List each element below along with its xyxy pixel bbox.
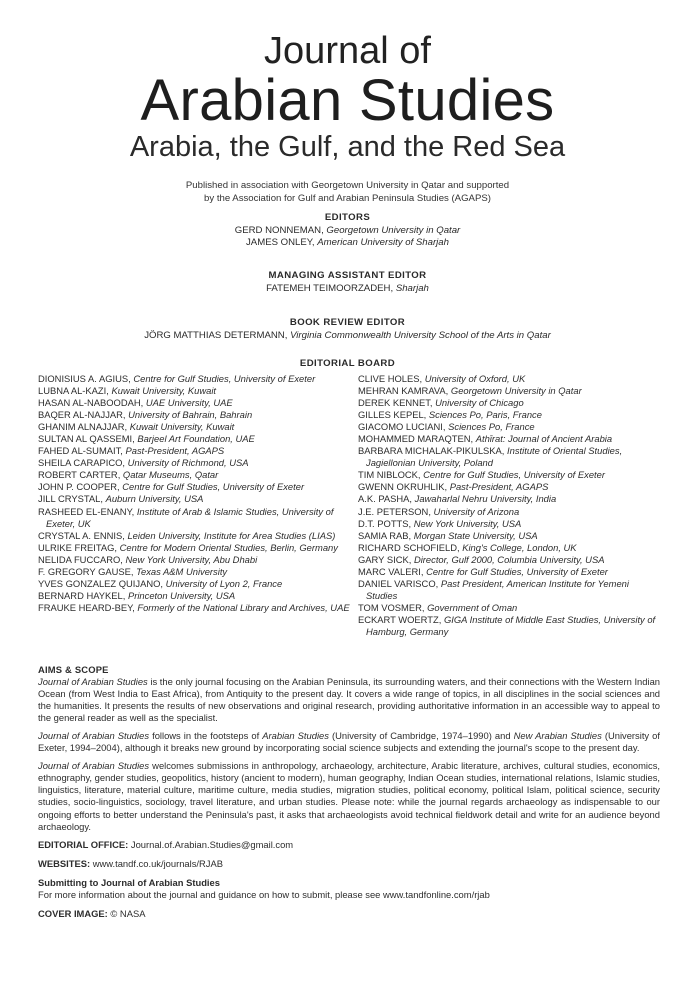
board-member-entry [358,421,658,433]
board-member-affiliation: Auburn University, USA [105,493,204,505]
board-member-name: BARBARA MICHALAK-PIKULSKA, [358,445,505,457]
board-member-name: LUBNA AL-KAZI, [38,385,109,397]
board-member-affiliation: Government of Oman [427,601,518,613]
board-member-entry [358,493,658,505]
board-member-entry [38,493,358,505]
board-member-entry [358,506,658,518]
cover-image-row [38,908,660,920]
board-member-affiliation: Centre for Gulf Studies, University of Exeter [122,481,305,493]
board-member-entry [358,433,658,445]
board-member-affiliation: Qatar Museums, Qatar [122,469,219,481]
editor-name: GERD NONNEMAN, [234,224,324,236]
submitting-section [38,877,660,901]
websites-row [38,858,660,870]
aims-paragraph-2 [38,730,660,754]
board-member-entry [358,373,658,385]
board-member-affiliation: Jawaharlal Nehru University, India [414,493,557,505]
board-member-entry [358,518,658,530]
journal-title-ref: Journal of Arabian Studies [38,730,150,742]
board-member-name: FRAUKE HEARD-BEY, [38,601,135,613]
board-member-entry [38,409,358,421]
managing-editor-affiliation: Sharjah [395,282,429,294]
board-member-name: YVES GONZALEZ QUIJANO, [38,577,164,589]
board-member-affiliation: University of Chicago [435,397,524,409]
board-member-affiliation: Formerly of the National Library and Archives, UAE [137,601,350,613]
board-member-entry [38,433,358,445]
board-member-entry [38,554,358,566]
board-member-name: J.E. PETERSON, [358,505,431,517]
aims-paragraph-2-text-c: (University of Exeter, 1994–2004), although it breaks new ground by incorporating social science subjects and extending the journal's scope to the present day. [38,730,660,754]
aims-paragraph-2-text-a: follows in the footsteps of [149,730,263,742]
aims-paragraph-3 [38,760,660,832]
board-member-name: NELIDA FUCCARO, [38,553,123,565]
managing-editor-heading: MANAGING ASSISTANT EDITOR [268,270,427,281]
aims-paragraph-1 [38,676,660,724]
board-member-affiliation: Athīrat: Journal of Ancient Arabia [475,433,613,445]
editorial-board-right-column [358,373,658,638]
journal-title: Arabian Studies [140,68,555,133]
aims-paragraph-2-text-b: (University of Cambridge, 1974–1990) and [328,730,514,742]
board-member-affiliation: Centre for Gulf Studies, University of Exeter [133,373,316,384]
arabian-studies-ref: Arabian Studies [262,730,329,742]
board-member-name: BAQER AL-NAJJAR, [38,409,126,421]
submitting-text: For more information about the journal and guidance on how to submit, please see www.tandfonline.com/rjab [38,888,490,900]
board-member-name: D.T. POTTS, [358,517,412,529]
board-member-name: GHANIM ALNAJJAR, [38,421,128,433]
book-review-editor-entry [0,330,695,343]
board-member-affiliation: Barjeel Art Foundation, UAE [137,433,255,445]
websites-label: WEBSITES: [38,857,91,869]
board-member-name: MOHAMMED MARAQTEN, [358,433,474,445]
editor-entry [0,237,695,250]
board-member-name: GWENN OKRUHLIK, [358,481,448,493]
board-member-name: DEREK KENNET, [358,397,433,409]
book-review-editor-name: JÖRG MATTHIAS DETERMANN, [144,329,288,341]
board-member-affiliation: Texas A&M University [136,565,228,577]
board-member-affiliation: Institute of Arab & Islamic Studies, University of Exeter, UK [46,505,334,529]
info-sections [38,664,660,927]
board-member-name: JOHN P. COOPER, [38,481,120,493]
board-member-affiliation: Institute of Oriental Studies, Jagiellonian University, Poland [366,445,623,469]
board-member-entry [38,578,358,590]
editor-name: JAMES ONLEY, [246,237,315,248]
board-member-entry [358,530,658,542]
board-member-affiliation: Sciences Po, Paris, France [428,409,542,421]
board-member-affiliation: King's College, London, UK [462,541,577,553]
editors-section [0,212,695,250]
board-member-affiliation: Georgetown University in Qatar [450,385,582,397]
websites-link[interactable]: www.tandf.co.uk/journals/RJAB [92,857,223,869]
board-member-affiliation: Past-President, AGAPS [449,481,549,493]
aims-heading: AIMS & SCOPE [38,664,109,675]
board-member-affiliation: Past-President, AGAPS [125,445,225,457]
board-member-affiliation: Princeton University, USA [127,589,236,601]
board-member-affiliation: Director, Gulf 2000, Columbia University, USA [413,553,605,565]
journal-title-ref: Journal of Arabian Studies [38,676,148,688]
board-member-entry [358,397,658,409]
board-member-affiliation: Morgan State University, USA [413,529,538,541]
board-member-name: JILL CRYSTAL, [38,493,103,505]
board-member-affiliation: University of Richmond, USA [127,457,249,469]
board-member-affiliation: University of Arizona [433,505,520,517]
board-member-name: BERNARD HAYKEL, [38,589,126,601]
journal-subtitle: Arabia, the Gulf, and the Red Sea [129,131,566,163]
board-member-name: SAMIA RAB, [358,529,412,541]
board-member-affiliation: New York University, USA [413,517,522,529]
board-member-affiliation: University of Lyon 2, France [165,577,283,589]
board-member-name: F. GREGORY GAUSE, [38,565,134,577]
editors-heading: EDITORS [324,212,371,223]
board-member-affiliation: University of Oxford, UK [424,373,526,384]
association-line-1: Published in association with Georgetown University in Qatar and supported [185,180,510,191]
board-member-affiliation: Past President, American Institute for Yemeni Studies [366,577,629,601]
board-member-entry [358,578,658,602]
board-member-name: TOM VOSMER, [358,601,425,613]
board-member-affiliation: New York University, Abu Dhabi [125,553,258,565]
board-member-entry [38,506,358,530]
editor-affiliation: American University of Sharjah [317,237,449,248]
aims-paragraph-3-text: welcomes submissions in anthropology, archaeology, architecture, Arabic literature, archives, cultural studies, economics, ethnography, gender studies, geopolitics, history (ancient to modern), human geography, Indian Ocean studies, international relations, Islamic studies, linguistics, literature, material culture, maritime culture, media studies, migration studies, political economy, political Islam, political science, security studies, socio-linguistics, sociology, travel literature, and urban studies. Please note: while the journal regards archaeology as indispensable to our ongoing efforts to better understand the Peninsula's past, it asks that archaeologists avoid technical fieldwork detail and write for an audience beyond archaeology. [38,760,660,832]
editorial-board-heading-wrap [0,358,695,371]
new-arabian-studies-ref: New Arabian Studies [513,730,602,742]
board-member-name: SHEILA CARAPICO, [38,457,126,469]
board-member-name: MARC VALERI, [358,565,424,577]
board-member-entry [38,530,358,542]
masthead-line1: Journal of [264,30,431,72]
board-member-name: CRYSTAL A. ENNIS, [38,529,125,541]
board-member-name: MEHRAN KAMRAVA, [358,385,449,397]
board-member-name: ULRIKE FREITAG, [38,541,118,553]
board-member-name: DANIEL VARISCO, [358,577,439,589]
board-member-name: HASAN AL-NABOODAH, [38,397,144,409]
board-member-entry [358,409,658,421]
journal-title-ref: Journal of Arabian Studies [38,760,150,772]
association-line-2: by the Association for Gulf and Arabian Peninsula Studies (AGAPS) [204,192,491,204]
board-member-name: FAHED AL-SUMAIT, [38,445,123,457]
board-member-entry [358,614,658,638]
board-member-affiliation: Kuwait University, Kuwait [129,421,235,433]
board-member-entry [358,542,658,554]
board-member-entry [38,481,358,493]
submitting-heading: Submitting to Journal of Arabian Studies [38,876,220,888]
board-member-name: SULTAN AL QASSEMI, [38,433,135,445]
board-member-affiliation: GIGA Institute of Middle East Studies, University of Hamburg, Germany [366,613,656,637]
board-member-name: RASHEED EL-ENANY, [38,505,135,517]
editor-entry [0,225,695,238]
book-review-editor-section [0,317,695,342]
editorial-office-email[interactable]: Journal.of.Arabian.Studies@gmail.com [130,838,294,850]
book-review-editor-heading: BOOK REVIEW EDITOR [289,317,406,328]
board-member-name: RICHARD SCHOFIELD, [358,541,460,553]
editorial-board-heading: EDITORIAL BOARD [299,358,396,369]
managing-editor-entry [0,283,695,296]
board-member-entry [38,385,358,397]
aims-paragraph-1-text: is the only journal focusing on the Arabian Peninsula, its surrounding waters, and their connections with the Western Indian Ocean (from West India to East Africa), from Antiquity to the present day. It covers a wide range of topics, in all disciplines in the social sciences and the humanities. It presents the results of new observations and original research, providing authoritative information in an accessible way to appeal to the general reader as well as the specialist. [38,676,660,724]
board-member-name: GILLES KEPEL, [358,409,427,421]
book-review-editor-affiliation: Virginia Commonwealth University School of the Arts in Qatar [290,329,551,341]
editorial-board-left-column [38,373,358,614]
board-member-affiliation: Sciences Po, France [448,421,535,433]
board-member-entry [358,445,658,469]
board-member-entry [38,542,358,554]
managing-editor-section [0,270,695,295]
board-member-affiliation: Centre for Modern Oriental Studies, Berlin, Germany [119,541,338,553]
board-member-affiliation: Centre for Gulf Studies, University of Exeter [423,469,605,481]
editor-affiliation: Georgetown University in Qatar [326,224,461,236]
board-member-entry [38,373,358,385]
editorial-office-label: EDITORIAL OFFICE: [38,838,129,850]
board-member-entry [358,481,658,493]
board-member-entry [38,445,358,457]
cover-image-credit: © NASA [110,907,146,919]
editorial-office-row [38,839,660,851]
board-member-entry [358,469,658,481]
board-member-entry [358,385,658,397]
board-member-affiliation: Leiden University, Institute for Area Studies (LIAS) [127,529,336,541]
board-member-entry [38,469,358,481]
board-member-name: DIONISIUS A. AGIUS, [38,373,131,384]
board-member-entry [38,602,358,614]
board-member-entry [358,602,658,614]
board-member-affiliation: Kuwait University, Kuwait [111,385,217,397]
board-member-name: TIM NIBLOCK, [358,469,421,481]
board-member-name: GARY SICK, [358,553,412,565]
board-member-name: ECKART WOERTZ, [358,613,442,625]
board-member-affiliation: Centre for Gulf Studies, University of Exeter [426,565,608,577]
cover-image-label: COVER IMAGE: [38,907,108,919]
board-member-name: CLIVE HOLES, [358,373,423,384]
board-member-entry [38,590,358,602]
board-member-entry [358,566,658,578]
board-member-entry [38,421,358,433]
board-member-affiliation: University of Bahrain, Bahrain [128,409,253,421]
board-member-name: ROBERT CARTER, [38,469,121,481]
board-member-entry [358,554,658,566]
board-member-entry [38,457,358,469]
board-member-entry [38,397,358,409]
association-note [0,180,695,205]
managing-editor-name: FATEMEH TEIMOORZADEH, [266,282,394,294]
board-member-affiliation: UAE University, UAE [145,397,233,409]
board-member-name: A.K. PASHA, [358,493,413,505]
board-member-entry [38,566,358,578]
board-member-name: GIACOMO LUCIANI, [358,421,446,433]
